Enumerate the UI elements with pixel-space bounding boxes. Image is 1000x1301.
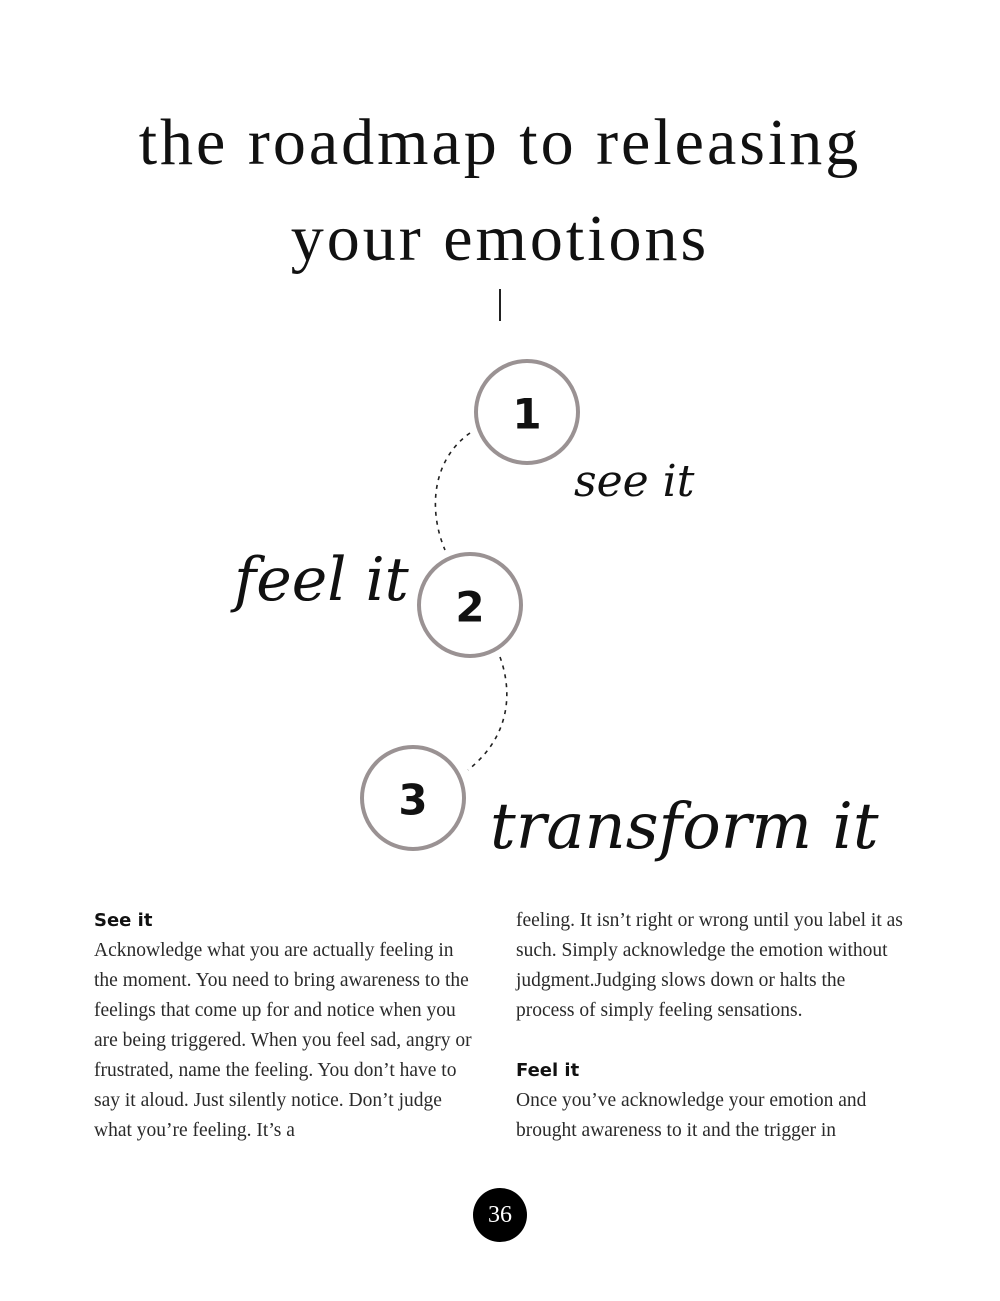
step-2 <box>419 554 521 656</box>
text-column-right <box>516 906 904 1146</box>
step-2-number: 2 <box>455 582 485 632</box>
page-title-line-1: the roadmap to releasing <box>138 106 862 179</box>
step-3 <box>362 747 464 849</box>
page-number-badge <box>473 1188 527 1242</box>
see-it-paragraph-continued: feeling. It isn’t right or wrong until you label it as such. Simply acknowledge the emotion without judgment.Judging slows down or halts the process of simply feeling sensations. <box>516 910 903 1021</box>
connector-2-3 <box>468 657 507 770</box>
page-title-line-2: your emotions <box>290 202 710 275</box>
page-number: 36 <box>488 1201 512 1228</box>
section-heading-see-it: See it <box>94 910 153 931</box>
section-heading-feel-it: Feel it <box>516 1060 580 1081</box>
feel-it-paragraph: Once you’ve acknowledge your emotion and brought awareness to it and the trigger in <box>516 1090 867 1141</box>
step-1 <box>476 361 578 463</box>
step-2-label: feel it <box>234 545 409 615</box>
text-column-left <box>94 906 482 1146</box>
see-it-paragraph: Acknowledge what you are actually feeling in the moment. You need to bring awareness to the feelings that come up for and notice when you are being triggered. When you feel sad, angry or frustrated, name the feeling. You don’t have to say it aloud. Just silently notice. Don’t judge what you’re feeling. It’s a <box>94 940 472 1141</box>
step-3-number: 3 <box>398 775 428 825</box>
step-1-number: 1 <box>512 389 542 439</box>
step-1-label: see it <box>574 456 695 507</box>
connector-1-2 <box>435 433 470 550</box>
step-3-label: transform it <box>490 790 879 864</box>
